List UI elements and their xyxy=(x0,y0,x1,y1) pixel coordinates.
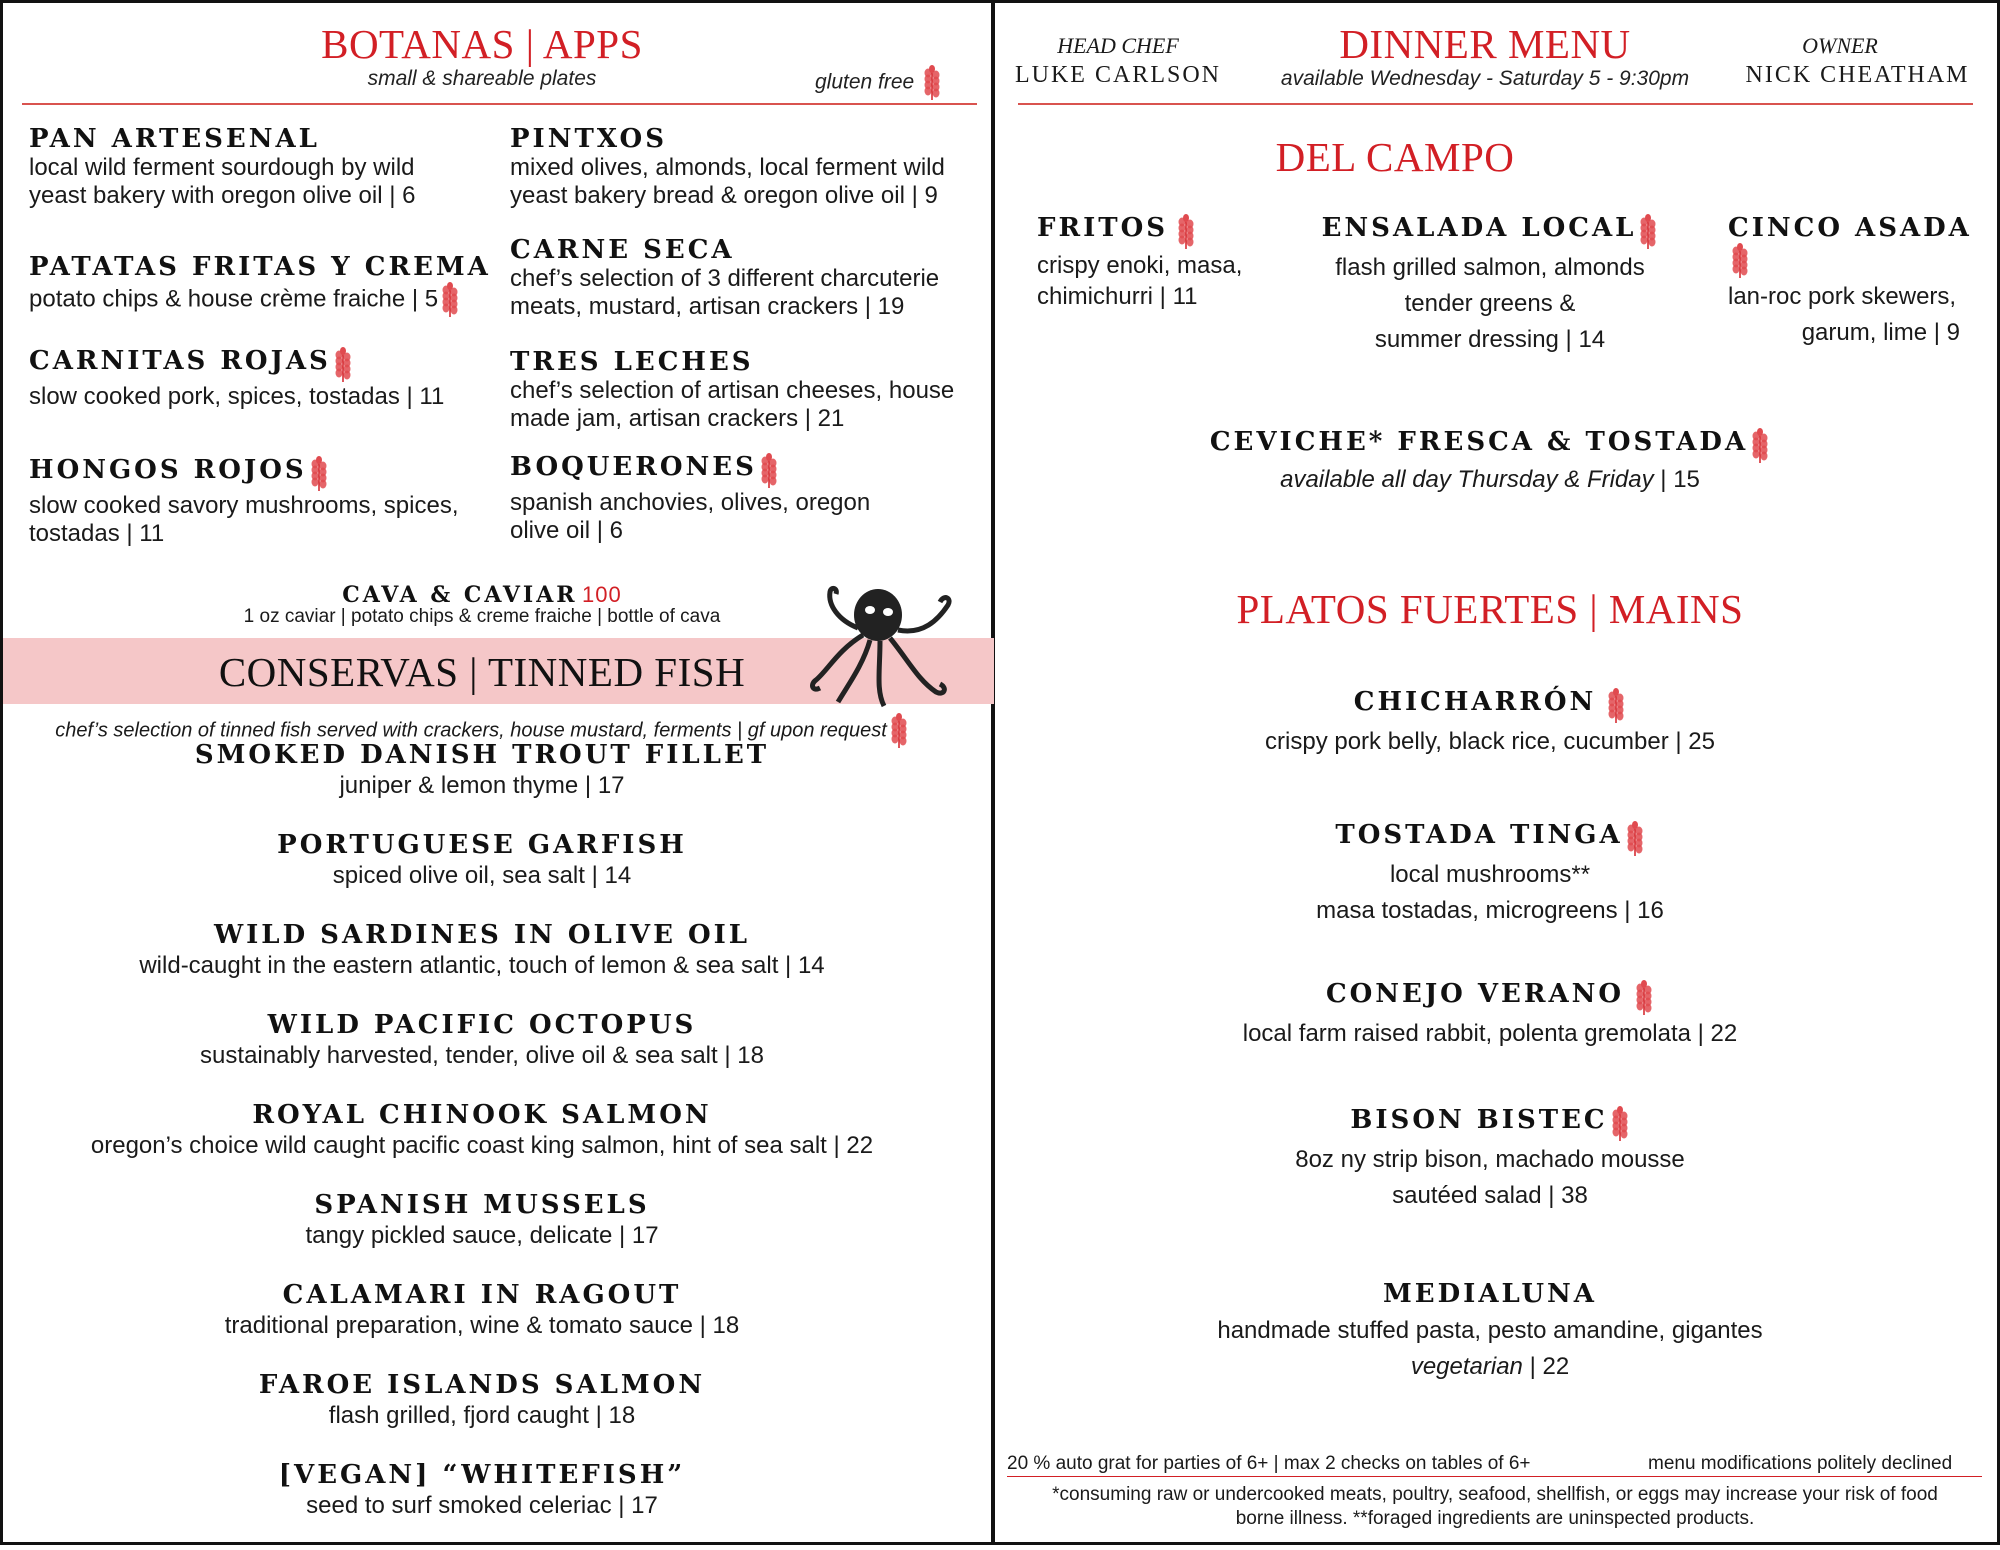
apps-title: BOTANAS | APPS xyxy=(321,21,643,67)
item-name: PORTUGUESE GARFISH xyxy=(277,830,687,860)
item-desc: masa tostadas, microgreens | 16 xyxy=(1316,896,1664,924)
item-desc: local wild ferment sourdough by wild yeast bakery with oregon olive oil | 6 xyxy=(29,154,416,209)
app-item xyxy=(510,452,890,545)
item-name-row xyxy=(1030,427,1950,464)
campo-item xyxy=(1037,213,1257,312)
item-name-row xyxy=(1728,213,1988,279)
item-name-row xyxy=(1030,687,1950,724)
campo-title: DEL CAMPO xyxy=(1275,134,1515,180)
head-chef-name: LUKE CARLSON xyxy=(1014,62,1221,88)
app-item xyxy=(510,124,970,210)
apps-rule xyxy=(22,103,977,105)
item-price: | 15 xyxy=(1653,465,1700,493)
head-chef-label: HEAD CHEF xyxy=(1057,33,1179,58)
grain-icon xyxy=(1638,214,1658,250)
item-name: FAROE ISLANDS SALMON xyxy=(258,1370,706,1400)
item-desc: seed to surf smoked celeriac | 17 xyxy=(306,1492,658,1519)
tinned-title: CONSERVAS | TINNED FISH xyxy=(218,649,746,695)
list-item xyxy=(0,1190,964,1280)
main-item xyxy=(1030,979,1950,1052)
item-desc: chef’s selection of 3 different charcuterie meats, mustard, artisan crackers | 19 xyxy=(510,265,940,320)
item-name: CALAMARI IN RAGOUT xyxy=(282,1280,682,1310)
caviar-name: CAVA & CAVIAR xyxy=(342,582,578,608)
footer-disclaimer: *consuming raw or undercooked meats, poultry, seafood, shellfish, or eggs may increase your risk of food xyxy=(1052,1484,1938,1505)
main-item xyxy=(1030,687,1950,760)
item-name: SPANISH MUSSELS xyxy=(314,1190,650,1220)
list-item xyxy=(0,1280,964,1370)
item-name: CINCO ASADA xyxy=(1728,213,1972,243)
grain-icon xyxy=(1610,1106,1630,1142)
item-desc: crispy enoki, masa, xyxy=(1037,251,1243,279)
grain-icon xyxy=(1750,428,1770,464)
grain-icon xyxy=(759,453,779,489)
item-name: MEDIALUNA xyxy=(1383,1279,1597,1309)
item-desc: chimichurri | 11 xyxy=(1037,282,1198,310)
item-desc: juniper & lemon thyme | 17 xyxy=(339,772,625,799)
list-item xyxy=(0,1370,964,1460)
item-desc: spanish anchovies, olives, oregon olive oil | 6 xyxy=(510,488,871,544)
item-desc: slow cooked pork, spices, tostadas | 11 xyxy=(29,382,445,410)
item-desc: traditional preparation, wine & tomato sauce | 18 xyxy=(224,1312,740,1339)
item-name: SMOKED DANISH TROUT FILLET xyxy=(194,740,770,770)
item-name: CHICHARRÓN xyxy=(1353,687,1597,717)
item-desc: chef’s selection of artisan cheeses, house made jam, artisan crackers | 21 xyxy=(510,377,955,432)
item-desc: slow cooked savory mushrooms, spices, tostadas | 11 xyxy=(29,491,459,547)
campo-item xyxy=(1728,213,1988,351)
item-desc: sustainably harvested, tender, olive oil & sea salt | 18 xyxy=(200,1042,764,1069)
item-name: PATATAS FRITAS Y CREMA xyxy=(29,252,491,282)
item-name: TOSTADA TINGA xyxy=(1335,820,1623,850)
item-desc: local mushrooms** xyxy=(1389,860,1591,888)
item-desc-row xyxy=(1030,1349,1950,1385)
item-name-row xyxy=(1030,1105,1950,1142)
item-desc: mixed olives, almonds, local ferment wild yeast bakery bread & oregon olive oil | 9 xyxy=(510,154,945,209)
item-name: BISON BISTEC xyxy=(1350,1105,1608,1135)
item-desc: crispy pork belly, black rice, cucumber | 25 xyxy=(1265,727,1715,755)
list-item xyxy=(0,1460,964,1550)
octopus-icon xyxy=(808,580,958,710)
item-name-row xyxy=(1300,213,1680,250)
ceviche-item xyxy=(1030,427,1950,494)
item-name-row xyxy=(510,452,890,489)
item-desc: tangy pickled sauce, delicate | 17 xyxy=(305,1222,659,1249)
campo-item xyxy=(1300,213,1680,358)
item-name: CARNE SECA xyxy=(510,235,735,265)
item-name: TRES LECHES xyxy=(510,347,754,377)
gluten-free-legend xyxy=(815,65,942,101)
apps-subtitle: small & shareable plates xyxy=(367,67,597,90)
owner-label: OWNER xyxy=(1802,33,1878,58)
item-name: CONEJO VERANO xyxy=(1325,979,1625,1009)
item-name-row xyxy=(1030,979,1950,1016)
item-name: HONGOS ROJOS xyxy=(29,455,307,485)
tinned-list xyxy=(0,740,964,1550)
grain-icon xyxy=(1730,243,1750,279)
grain-icon xyxy=(1634,980,1654,1016)
item-desc: flash grilled, fjord caught | 18 xyxy=(328,1402,636,1429)
item-name: BOQUERONES xyxy=(510,452,757,482)
item-desc: available all day Thursday & Friday xyxy=(1280,465,1654,493)
grain-icon xyxy=(922,65,942,101)
item-desc-row xyxy=(29,282,491,318)
grain-icon xyxy=(309,456,329,492)
item-desc: oregon’s choice wild caught pacific coast king salmon, hint of sea salt | 22 xyxy=(90,1132,874,1159)
main-item xyxy=(1030,820,1950,929)
item-name: ENSALADA LOCAL xyxy=(1321,213,1637,243)
list-item xyxy=(0,920,964,1010)
list-item xyxy=(0,1100,964,1190)
owner-name: NICK CHEATHAM xyxy=(1745,62,1970,88)
item-desc: wild-caught in the eastern atlantic, touch of lemon & sea salt | 14 xyxy=(139,952,825,979)
footer-policy: 20 % auto grat for parties of 6+ | max 2 checks on tables of 6+ xyxy=(1007,1453,1531,1474)
item-desc: spiced olive oil, sea salt | 14 xyxy=(332,862,632,889)
item-desc: local farm raised rabbit, polenta gremolata | 22 xyxy=(1242,1019,1738,1047)
item-desc-row xyxy=(1030,466,1950,494)
item-name-row xyxy=(1030,820,1950,857)
item-name: WILD PACIFIC OCTOPUS xyxy=(267,1010,697,1040)
mains-title: PLATOS FUERTES | MAINS xyxy=(1236,586,1744,632)
item-price: | 22 xyxy=(1522,1353,1570,1380)
app-item xyxy=(510,235,970,321)
caviar-desc: 1 oz caviar | potato chips & creme fraiche | bottle of cava xyxy=(243,606,721,627)
app-item xyxy=(29,346,444,411)
tinned-subtitle: chef’s selection of tinned fish served with crackers, house mustard, ferments | gf upon request xyxy=(55,719,887,742)
dinner-rule xyxy=(1018,103,1973,105)
item-name-row xyxy=(29,346,444,383)
grain-icon xyxy=(1606,688,1626,724)
item-name: PINTXOS xyxy=(510,124,667,154)
item-desc: potato chips & house crème fraiche | 5 xyxy=(29,285,439,313)
item-name: CARNITAS ROJAS xyxy=(29,346,331,376)
gluten-free-label: gluten free xyxy=(815,70,915,94)
item-name-row xyxy=(1037,213,1257,250)
dinner-menu-hours: available Wednesday - Saturday 5 - 9:30pm xyxy=(1280,67,1690,90)
item-desc: handmade stuffed pasta, pesto amandine, gigantes xyxy=(1217,1317,1763,1344)
item-name: WILD SARDINES IN OLIVE OIL xyxy=(213,920,751,950)
dinner-menu-title: DINNER MENU xyxy=(1339,21,1631,67)
main-item xyxy=(1030,1105,1950,1214)
app-item xyxy=(510,347,970,433)
list-item xyxy=(0,1010,964,1100)
caviar-price: 100 xyxy=(582,582,622,607)
list-item xyxy=(0,740,964,830)
footer-rule xyxy=(1007,1476,1982,1477)
item-name: PAN ARTESENAL xyxy=(29,124,320,154)
item-desc: flash grilled salmon, almonds xyxy=(1335,253,1645,281)
page-divider xyxy=(991,0,995,1545)
item-name-row xyxy=(29,455,489,492)
item-desc: tender greens & xyxy=(1404,289,1576,317)
list-item xyxy=(0,830,964,920)
item-desc: lan-roc pork skewers, xyxy=(1728,283,1957,310)
vegetarian-note: vegetarian xyxy=(1410,1353,1523,1380)
item-name: CEVICHE* FRESCA & TOSTADA xyxy=(1209,427,1749,457)
grain-icon xyxy=(440,282,460,318)
grain-icon xyxy=(333,347,353,383)
grain-icon xyxy=(1625,821,1645,857)
item-desc: summer dressing | 14 xyxy=(1374,325,1606,353)
item-name: ROYAL CHINOOK SALMON xyxy=(252,1100,712,1130)
footer-disclaimer-2: borne illness. **foraged ingredients are uninspected products. xyxy=(1235,1508,1755,1529)
footer-modifications: menu modifications politely declined xyxy=(1648,1453,1953,1474)
grain-icon xyxy=(1176,214,1196,250)
item-desc: sautéed salad | 38 xyxy=(1392,1181,1588,1209)
app-item xyxy=(29,455,489,548)
item-desc: 8oz ny strip bison, machado mousse xyxy=(1295,1145,1685,1173)
item-name: [VEGAN] “WHITEFISH” xyxy=(278,1460,686,1490)
app-item xyxy=(29,252,491,318)
item-desc: garum, lime | 9 xyxy=(1801,319,1960,346)
main-item xyxy=(1030,1279,1950,1385)
item-name: FRITOS xyxy=(1037,213,1169,243)
app-item xyxy=(29,124,449,210)
